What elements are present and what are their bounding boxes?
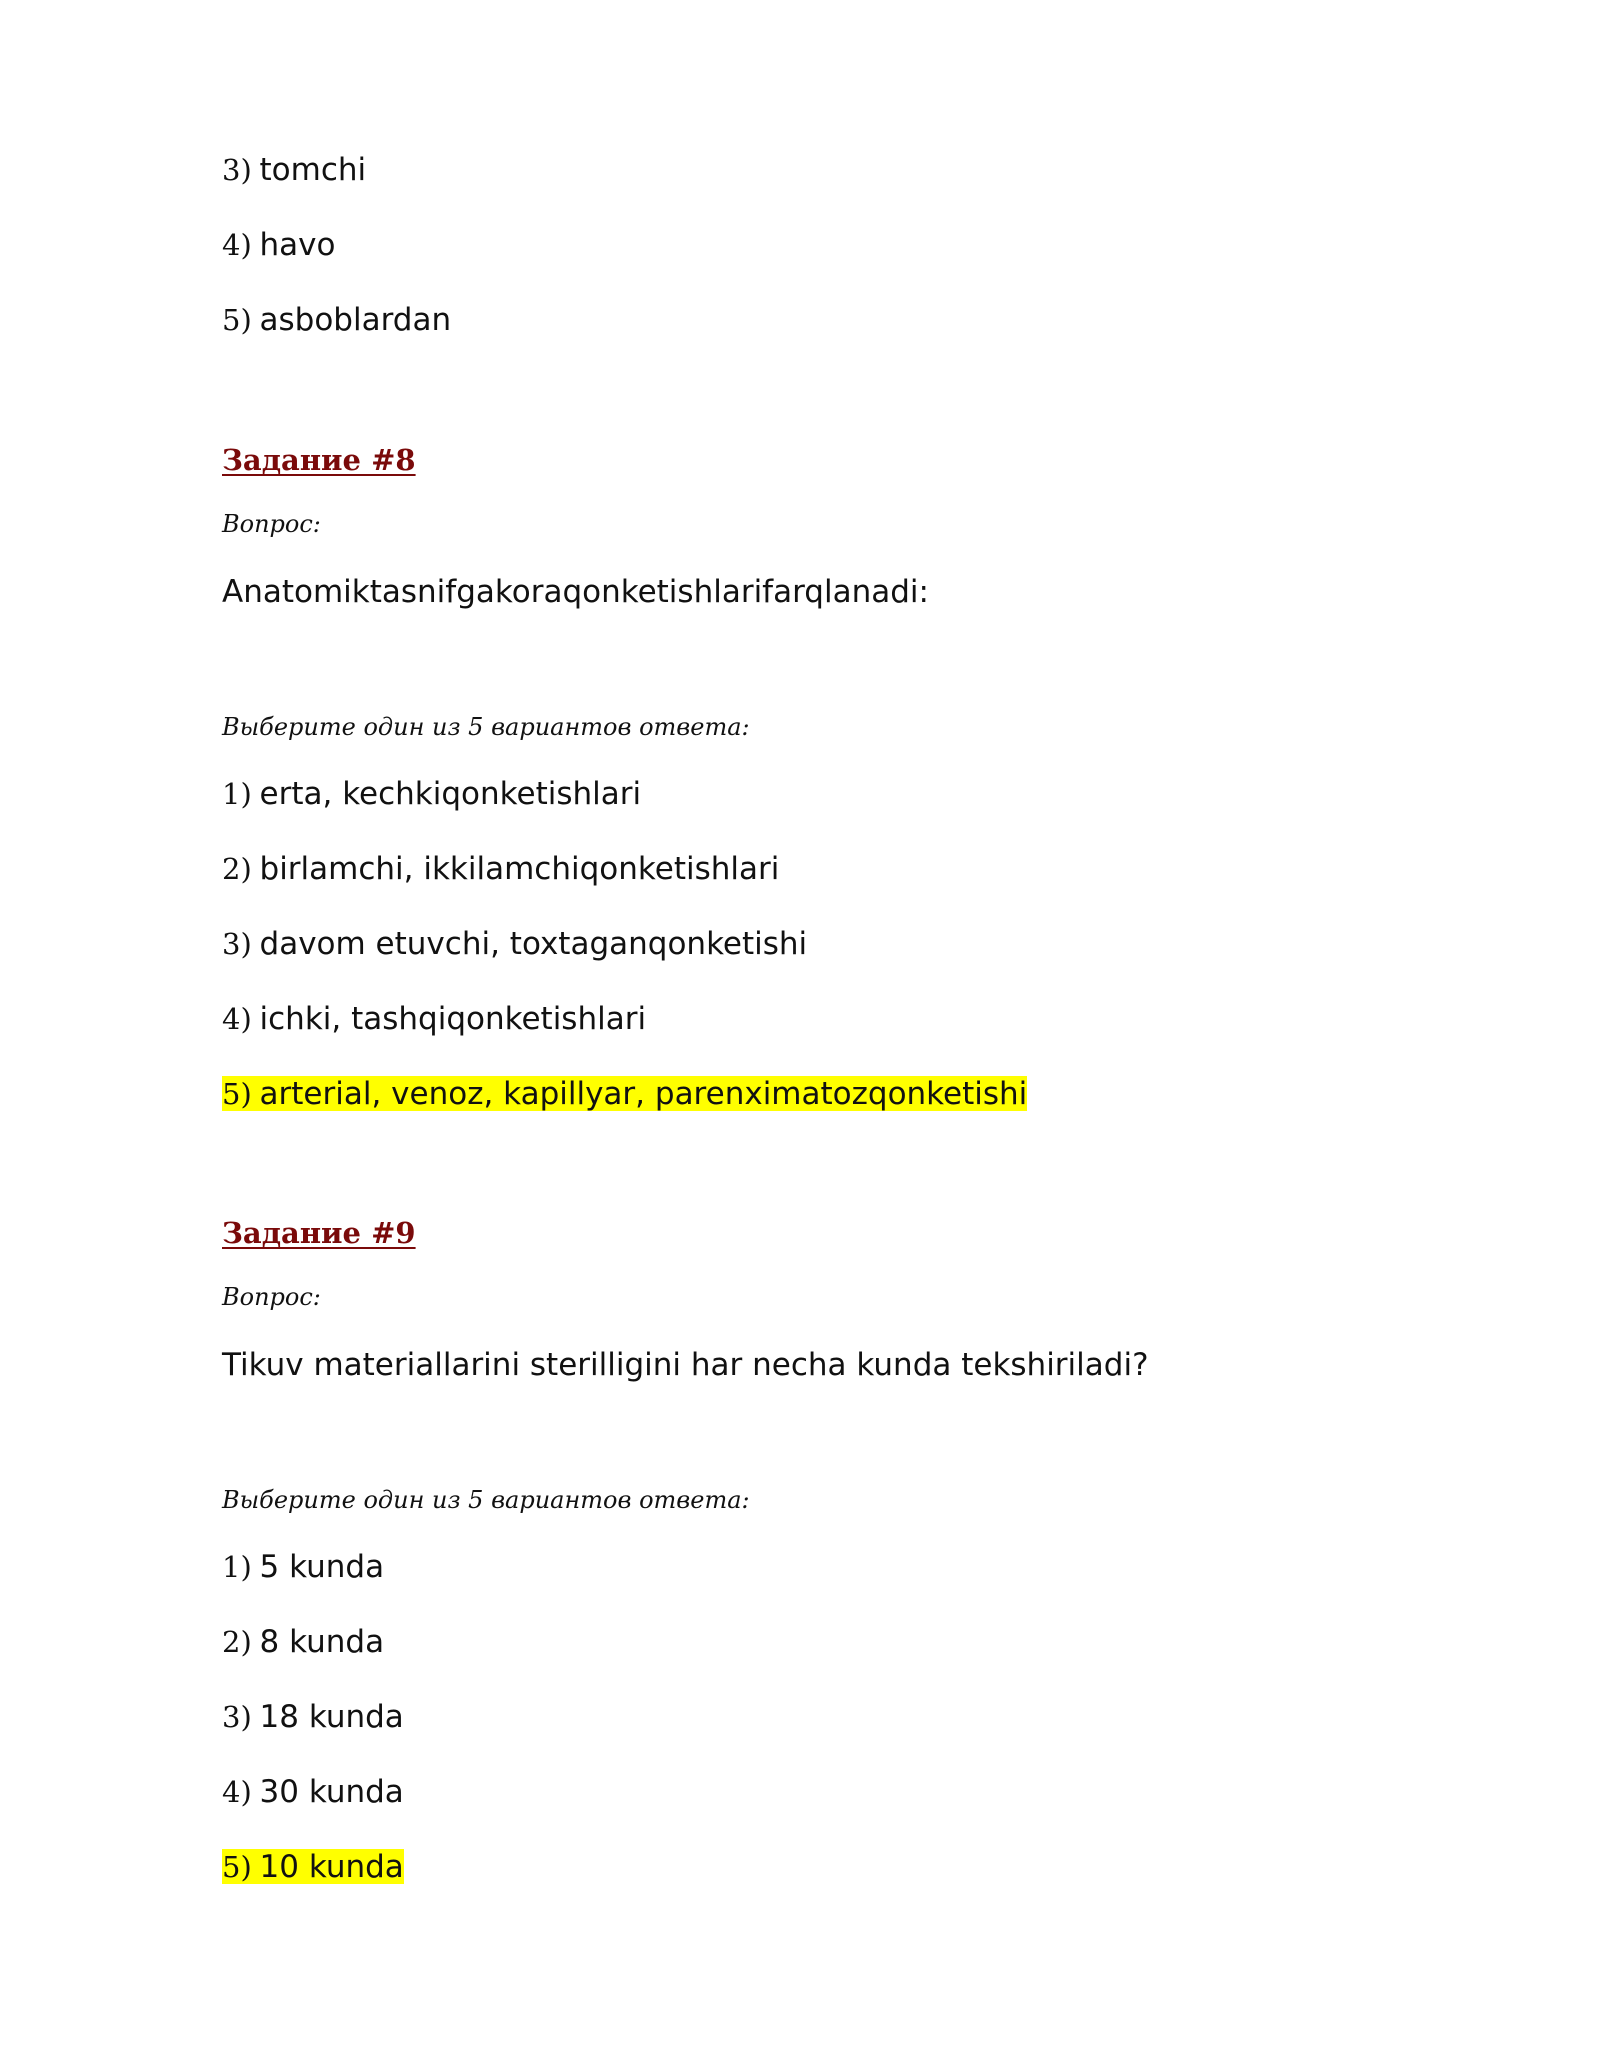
option-number: 5) bbox=[222, 1850, 252, 1884]
answer-highlight bbox=[222, 1076, 1027, 1111]
option-number: 3) bbox=[222, 153, 252, 187]
option-text: arterial, venoz, kapillyar, parenximatozqonketishi bbox=[259, 1076, 1028, 1112]
task-8-option-3 bbox=[222, 924, 807, 964]
option-text: 8 kunda bbox=[259, 1624, 385, 1660]
option-text: davom etuvchi, toxtaganqonketishi bbox=[259, 926, 808, 962]
task-9-question: Tikuv materiallarini sterilligini har necha kunda tekshiriladi? bbox=[222, 1347, 1149, 1383]
task-9-option-4 bbox=[222, 1772, 404, 1812]
option-text: 18 kunda bbox=[259, 1699, 404, 1735]
task-9-option-3 bbox=[222, 1697, 404, 1737]
option-text: ichki, tashqiqonketishlari bbox=[259, 1001, 647, 1037]
task-9-option-5-highlighted bbox=[222, 1847, 404, 1887]
task-8-question-label: Вопрос: bbox=[222, 510, 321, 538]
option-number: 4) bbox=[222, 1002, 252, 1036]
task-9-option-1 bbox=[222, 1547, 384, 1587]
option-text: birlamchi, ikkilamchiqonketishlari bbox=[259, 851, 780, 887]
option-text: 10 kunda bbox=[259, 1849, 404, 1885]
prev-task-option-5 bbox=[222, 300, 451, 340]
option-text: 30 kunda bbox=[259, 1774, 404, 1810]
task-8-option-4 bbox=[222, 999, 646, 1039]
option-text: 5 kunda bbox=[259, 1549, 385, 1585]
option-text: erta, kechkiqonketishlari bbox=[259, 776, 642, 812]
task-9-question-label: Вопрос: bbox=[222, 1283, 321, 1311]
option-number: 4) bbox=[222, 1775, 252, 1809]
task-9-title: Задание #9 bbox=[222, 1216, 416, 1250]
task-8-option-5-highlighted bbox=[222, 1074, 1027, 1114]
option-number: 4) bbox=[222, 228, 252, 262]
prev-task-option-3 bbox=[222, 150, 366, 190]
task-8-title: Задание #8 bbox=[222, 443, 416, 477]
option-number: 3) bbox=[222, 1700, 252, 1734]
prev-task-option-4 bbox=[222, 225, 335, 265]
option-number: 1) bbox=[222, 1550, 252, 1584]
option-text: havo bbox=[259, 227, 336, 263]
task-9-choose-label: Выберите один из 5 вариантов ответа: bbox=[222, 1486, 750, 1514]
option-number: 5) bbox=[222, 303, 252, 337]
task-9-option-2 bbox=[222, 1622, 384, 1662]
option-number: 3) bbox=[222, 927, 252, 961]
option-text: asboblardan bbox=[259, 302, 452, 338]
task-8-option-2 bbox=[222, 849, 779, 889]
option-number: 1) bbox=[222, 777, 252, 811]
task-8-question: Anatomiktasnifgakoraqonketishlarifarqlanadi: bbox=[222, 574, 929, 610]
option-text: tomchi bbox=[259, 152, 367, 188]
task-8-choose-label: Выберите один из 5 вариантов ответа: bbox=[222, 713, 750, 741]
option-number: 2) bbox=[222, 852, 252, 886]
option-number: 2) bbox=[222, 1625, 252, 1659]
option-number: 5) bbox=[222, 1077, 252, 1111]
answer-highlight bbox=[222, 1849, 404, 1884]
task-8-option-1 bbox=[222, 774, 641, 814]
